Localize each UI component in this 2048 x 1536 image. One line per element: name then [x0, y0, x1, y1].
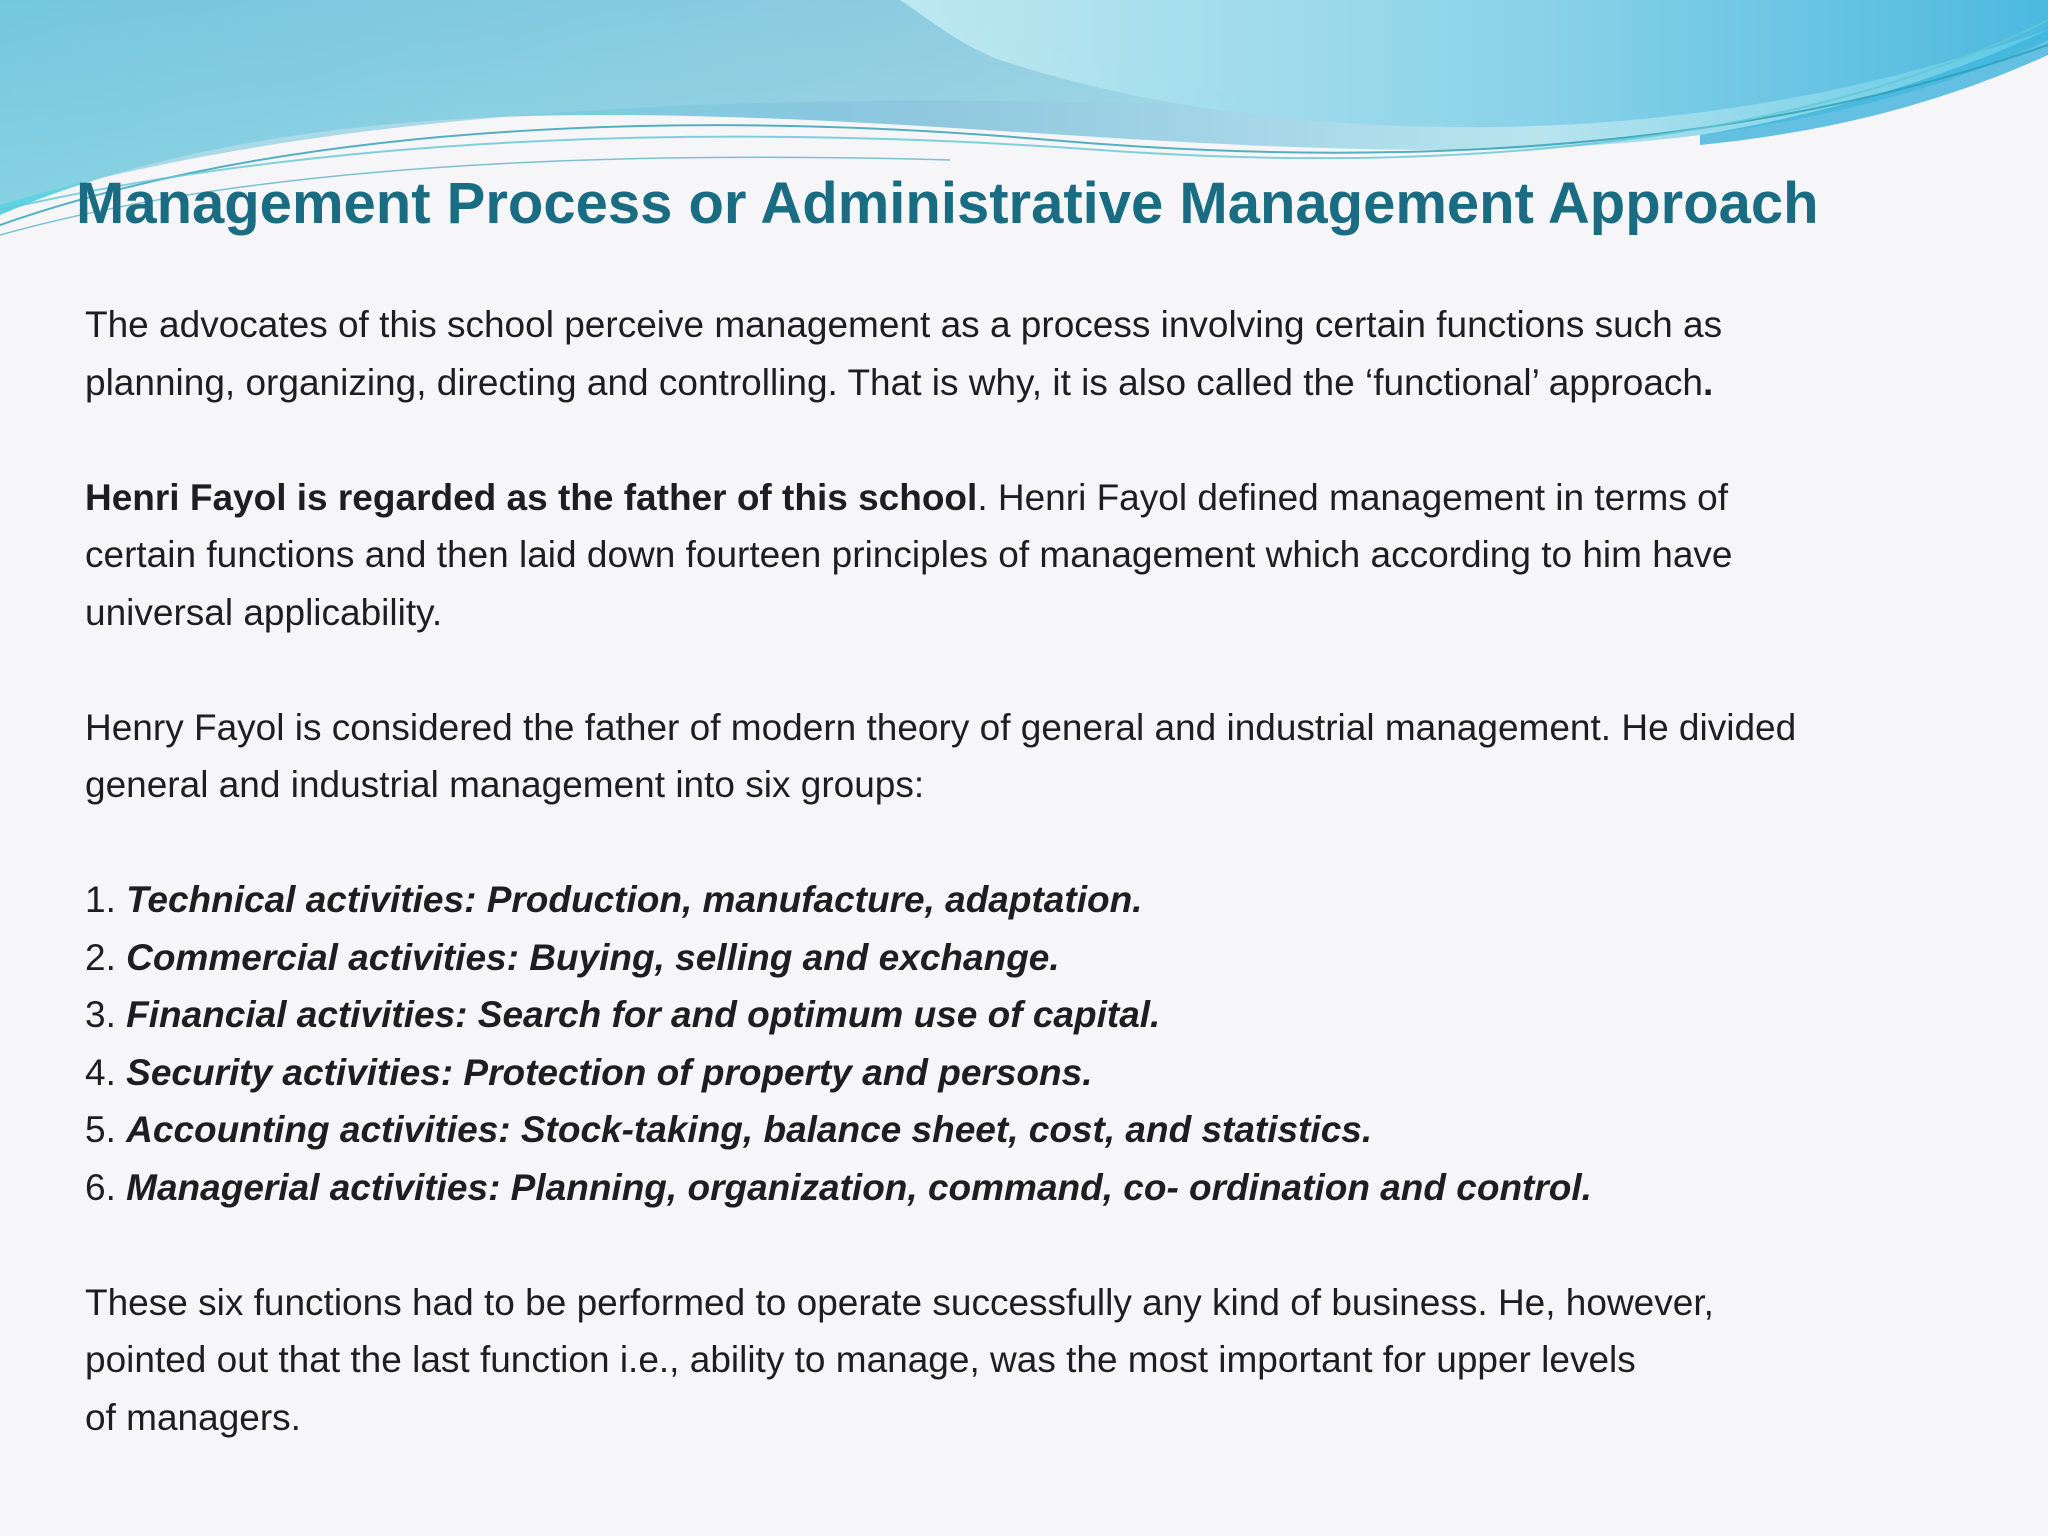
fayol-line-1 [85, 469, 1985, 527]
list-item-number: 1. [85, 879, 127, 920]
conclusion-line-2: pointed out that the last function i.e., ability to manage, was the most important for upper levels [85, 1339, 1636, 1380]
intro-line-2-period: . [1703, 361, 1714, 403]
fayol-line-2: certain functions and then laid down fourteen principles of management which according to him have [85, 534, 1733, 575]
list-item-number: 2. [85, 936, 127, 978]
groups-line-1: Henry Fayol is considered the father of modern theory of general and industrial management. He divided [85, 706, 1797, 748]
list-item [85, 871, 1985, 929]
list-item [85, 929, 1985, 987]
fayol-line-1-rest: . Henri Fayol defined management in terms of [977, 476, 1728, 518]
groups-paragraph [85, 699, 1985, 814]
list-item-text: Accounting activities: Stock-taking, balance sheet, cost, and statistics. [126, 1109, 1373, 1150]
intro-line-2 [85, 354, 1985, 412]
list-item [85, 1101, 1985, 1159]
list-item-number: 3. [85, 994, 127, 1035]
conclusion-line-3: of managers. [85, 1396, 301, 1438]
list-item-number: 4. [85, 1051, 127, 1093]
list-item-text: Financial activities: Search for and optimum use of capital. [126, 994, 1161, 1035]
fayol-line-3: universal applicability. [85, 591, 443, 633]
list-item [85, 986, 1985, 1044]
fayol-bold-lead: Henri Fayol is regarded as the father of this school [85, 476, 978, 518]
intro-line-2-text: planning, organizing, directing and controlling. That is why, it is also called the ‘functional’ approach [85, 361, 1703, 403]
list-item [85, 1044, 1985, 1102]
list-item-text: Commercial activities: Buying, selling and exchange. [126, 936, 1060, 978]
list-item-text: Managerial activities: Planning, organization, command, co- ordination and control. [126, 1166, 1592, 1208]
slide-body [85, 296, 1985, 1504]
list-item-text: Security activities: Protection of property and persons. [126, 1051, 1093, 1093]
page-title: Management Process or Administrative Management Approach [76, 171, 1819, 236]
list-item-number: 5. [85, 1109, 127, 1150]
groups-line-2: general and industrial management into six groups: [85, 764, 925, 805]
intro-paragraph [85, 296, 1985, 411]
conclusion-line-1: These six functions had to be performed to operate successfully any kind of business. He, however, [85, 1281, 1714, 1323]
fayol-paragraph [85, 469, 1985, 642]
list-item [85, 1159, 1985, 1217]
intro-line-1: The advocates of this school perceive management as a process involving certain functions such as [85, 304, 1723, 345]
list-item-number: 6. [85, 1166, 127, 1208]
list-item-text: Technical activities: Production, manufacture, adaptation. [126, 879, 1143, 920]
activities-list [85, 871, 1985, 1216]
conclusion-paragraph [85, 1274, 1985, 1447]
